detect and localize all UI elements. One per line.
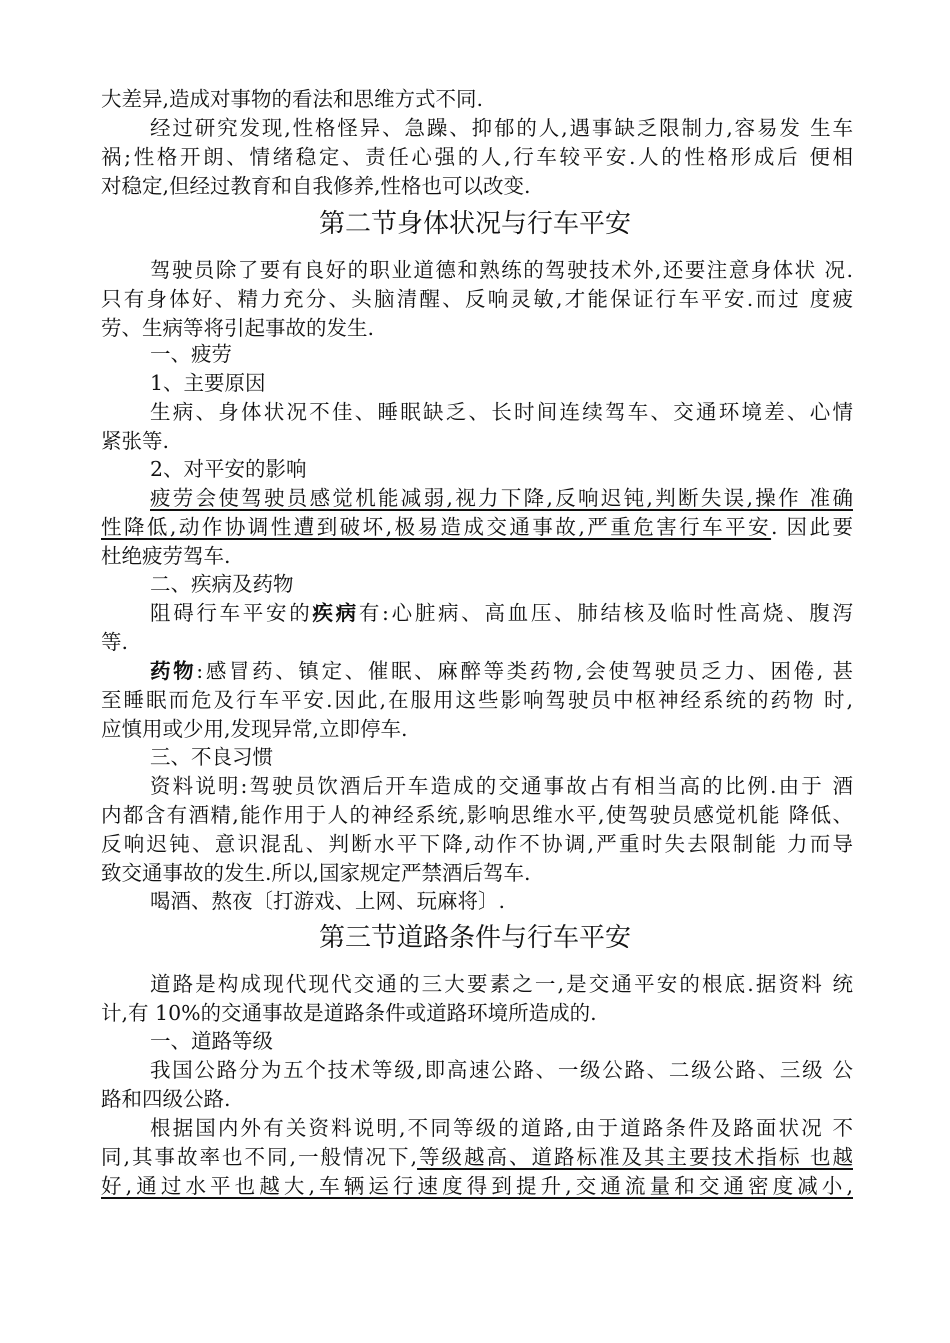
paragraph-line: 内都含有酒精,能作用于人的神经系统,影响思维水平,使驾驶员感觉机能 降低、 <box>101 803 853 827</box>
paragraph-line: 祸;性格开朗、情绪稳定、责任心强的人,行车较平安.人的性格形成后 便相 <box>101 145 853 169</box>
paragraph-line: 大差异,造成对事物的看法和思维方式不同. <box>101 87 484 111</box>
paragraph-line: 等. <box>101 630 129 654</box>
subheading: 1、主要原因 <box>150 371 266 395</box>
paragraph-line: 道路是构成现代现代交通的三大要素之一,是交通平安的根底.据资料 统 <box>150 972 853 996</box>
subheading: 三、不良习惯 <box>150 745 273 769</box>
paragraph-line <box>150 599 853 628</box>
paragraph-line: 应慎用或少用,发现异常,立即停车. <box>101 717 408 741</box>
paragraph-line: 根据国内外有关资料说明,不同等级的道路,由于道路条件及路面状况 不 <box>150 1116 853 1140</box>
bold-term: 药物 <box>150 659 197 683</box>
paragraph-text: 同,其事故率也不同,一般情况下, <box>101 1145 418 1169</box>
paragraph-line: 资料说明:驾驶员饮酒后开车造成的交通事故占有相当高的比例.由于 酒 <box>150 774 853 798</box>
paragraph-line: 喝酒、熬夜〔打游戏、上网、玩麻将〕. <box>150 889 506 913</box>
underlined-line: 疲劳会使驾驶员感觉机能减弱,视力下降,反响迟钝,判断失误,操作 准确 <box>150 486 853 510</box>
paragraph-text: 阻碍行车平安的 <box>150 601 313 625</box>
section-heading: 第二节身体状况与行车平安 <box>318 209 631 239</box>
section-heading: 第三节道路条件与行车平安 <box>318 923 631 953</box>
paragraph-line: 至睡眠而危及行车平安.因此,在服用这些影响驾驶员中枢神经系统的药物 时, <box>101 688 853 712</box>
underlined-text: 性降低,动作协调性遭到破坏,极易造成交通事故,严重危害行车平安 <box>101 515 772 539</box>
paragraph-line: 生病、身体状况不佳、睡眠缺乏、长时间连续驾车、交通环境差、心情 <box>150 400 853 424</box>
paragraph-line <box>150 657 853 686</box>
paragraph-line: 反响迟钝、意识混乱、判断水平下降,动作不协调,严重时失去限制能 力而导 <box>101 832 853 856</box>
underlined-line: 好,通过水平也越大,车辆运行速度得到提升,交通流量和交通密度减小, <box>101 1174 853 1198</box>
paragraph-text: 有:心脏病、高血压、肺结核及临时性高烧、腹泻 <box>358 601 853 625</box>
bold-term: 疾病 <box>312 601 359 625</box>
subheading: 2、对平安的影响 <box>150 457 307 481</box>
paragraph-line: 对稳定,但经过教育和自我修养,性格也可以改变. <box>101 174 531 198</box>
paragraph-line: 致交通事故的发生.所以,国家规定严禁酒后驾车. <box>101 861 531 885</box>
subheading: 二、疾病及药物 <box>150 572 294 596</box>
paragraph-line: 紧张等. <box>101 429 170 453</box>
paragraph-line <box>101 513 853 542</box>
paragraph-line: 计,有 10%的交通事故是道路条件或道路环境所造成的. <box>101 1001 597 1025</box>
paragraph-line <box>101 1143 853 1172</box>
paragraph-line: 劳、生病等将引起事故的发生. <box>101 316 375 340</box>
paragraph-line: 路和四级公路. <box>101 1087 231 1111</box>
underlined-text: 等级越高、道路标准及其主要技术指标 也越 <box>417 1145 853 1169</box>
paragraph-line: 驾驶员除了要有良好的职业道德和熟练的驾驶技术外,还要注意身体状 况. <box>150 258 853 282</box>
paragraph-line: 杜绝疲劳驾车. <box>101 544 231 568</box>
paragraph-line: 只有身体好、精力充分、头脑清醒、反响灵敏,才能保证行车平安.而过 度疲 <box>101 287 853 311</box>
paragraph-text: . 因此要 <box>771 515 853 539</box>
paragraph-text: :感冒药、镇定、催眠、麻醉等类药物,会使驾驶员乏力、困倦, 甚 <box>196 659 853 683</box>
paragraph-line: 我国公路分为五个技术等级,即高速公路、一级公路、二级公路、三级 公 <box>150 1058 853 1082</box>
paragraph-line: 经过研究发现,性格怪异、急躁、抑郁的人,遇事缺乏限制力,容易发 生车 <box>150 116 853 140</box>
subheading: 一、道路等级 <box>150 1029 273 1053</box>
subheading: 一、疲劳 <box>150 342 232 366</box>
